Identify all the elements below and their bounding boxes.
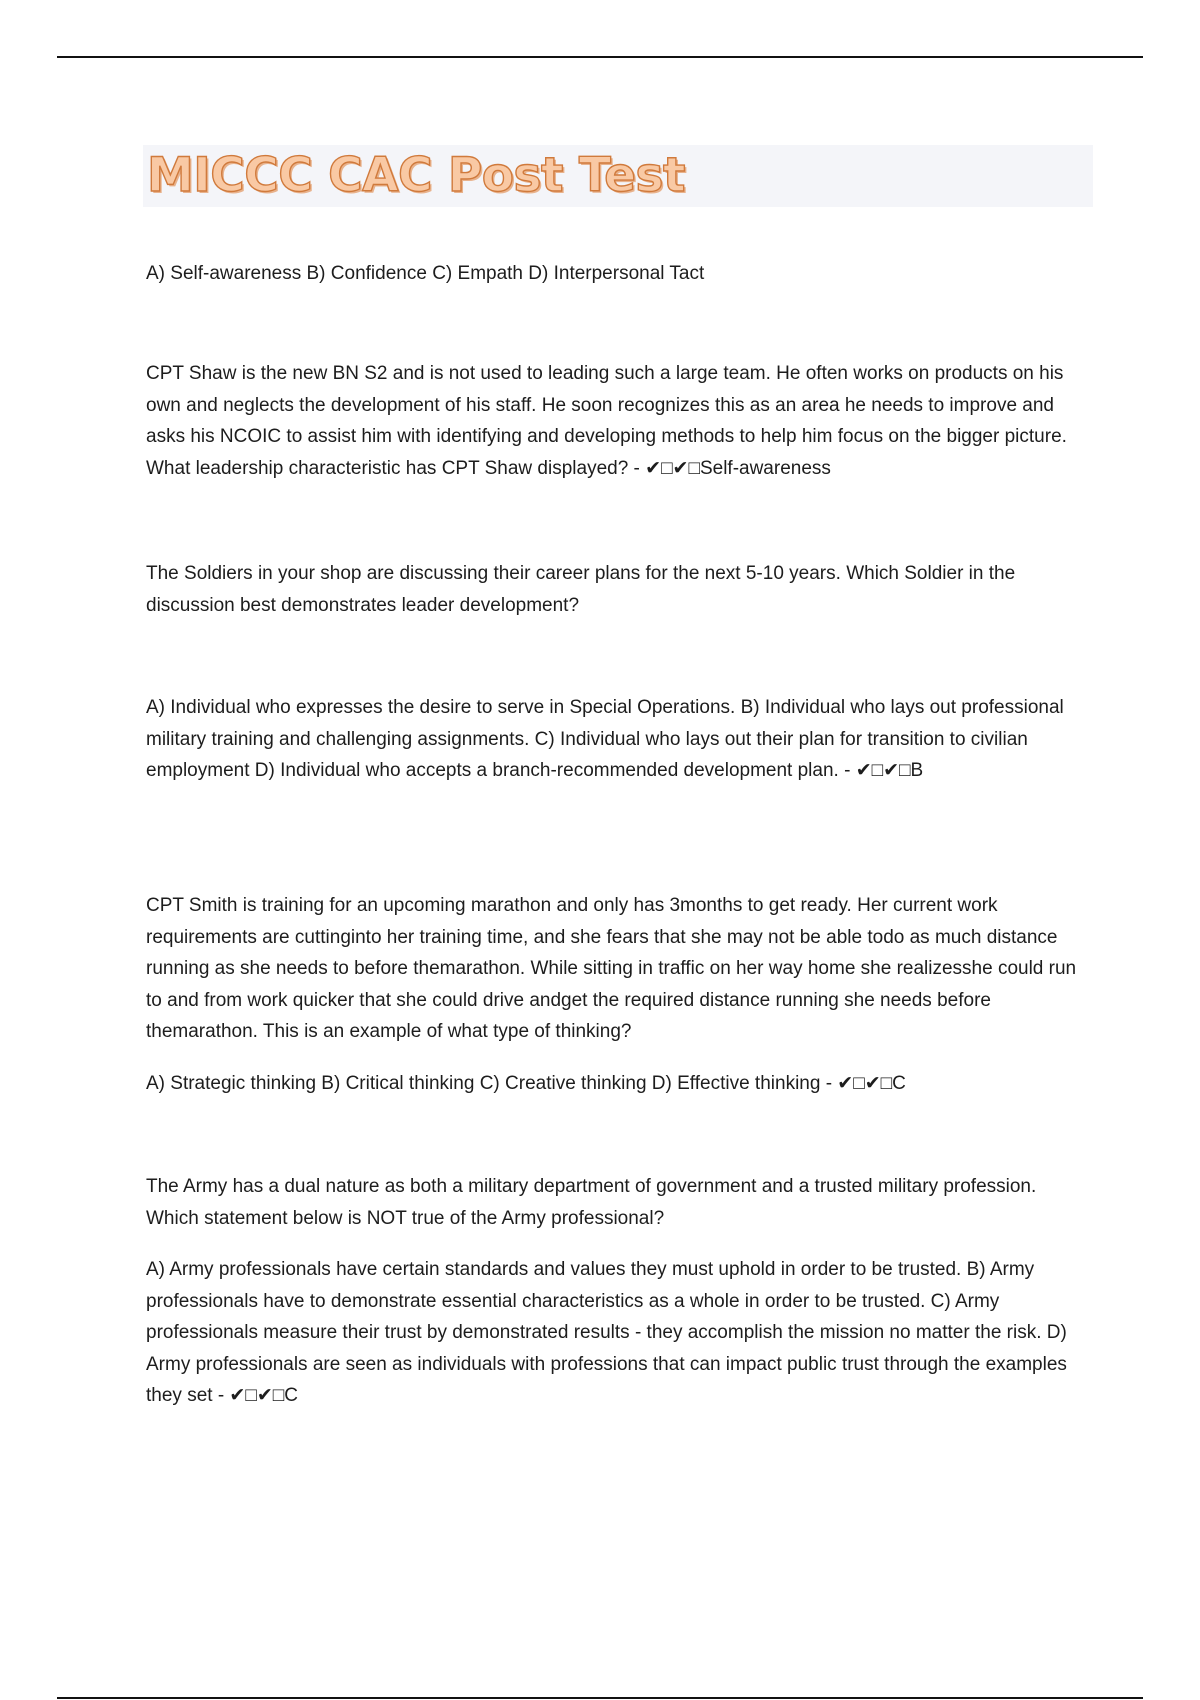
answer-options-thinking: A) Strategic thinking B) Critical thinking C) Creative thinking D) Effective thinking - ✔□✔□C: [146, 1073, 906, 1094]
footer-rule: [57, 1697, 1143, 1699]
question-army-profession: The Army has a dual nature as both a military department of government and a trusted military profession. Which statement below is NOT true of the Army professional?: [146, 1176, 1037, 1229]
header-rule: [57, 56, 1143, 58]
answer-options-leader-development: A) Individual who expresses the desire to serve in Special Operations. B) Individual who lays out professional military training and challenging assignments. C) Individual who lays out their plan for transition to civilian employment D) Individual who accepts a branch-recommended development plan. - ✔□✔□B: [146, 697, 1064, 781]
answer-options-1: A) Self-awareness B) Confidence C) Empath D) Interpersonal Tact: [146, 263, 705, 284]
question-leader-development: The Soldiers in your shop are discussing their career plans for the next 5-10 years. Which Soldier in the discussion best demonstrates leader development?: [146, 563, 1016, 616]
document-title: MICCC CAC Post Test: [147, 148, 685, 203]
title-banner: [143, 145, 1093, 207]
question-cpt-shaw: CPT Shaw is the new BN S2 and is not used to leading such a large team. He often works on products on his own and neglects the development of his staff. He soon recognizes this as an area he needs to improve and asks his NCOIC to assist him with identifying and developing methods to help him focus on the bigger picture. What leadership characteristic has CPT Shaw displayed? - ✔□✔□Self-awareness: [146, 363, 1067, 479]
answer-options-army-profession: A) Army professionals have certain standards and values they must uphold in order to be trusted. B) Army professionals have to demonstrate essential characteristics as a whole in order to be trusted. C) Army professionals measure their trust by demonstrated results - they accomplish the mission no matter the risk. D) Army professionals are seen as individuals with professions that can impact public trust through the examples they set - ✔□✔□C: [146, 1259, 1067, 1406]
question-cpt-smith: CPT Smith is training for an upcoming marathon and only has 3months to get ready. Her current work requirements are cuttinginto her training time, and she fears that she may not be able todo as much distance running as she needs to before themarathon. While sitting in traffic on her way home she realizesshe could run to and from work quicker that she could drive andget the required distance running she needs before themarathon. This is an example of what type of thinking?: [146, 895, 1077, 1042]
